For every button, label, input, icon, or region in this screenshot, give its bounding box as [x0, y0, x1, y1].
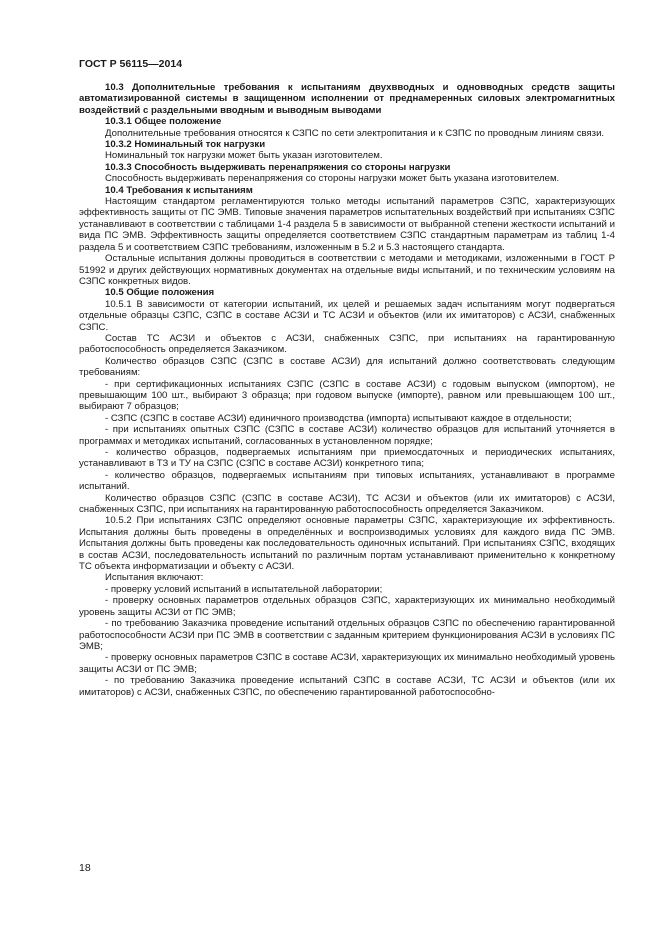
paragraph: Дополнительные требования относятся к СЗПС по сети электропитания и к СЗПС по проводным линиям связи. — [105, 127, 605, 139]
document-body — [79, 82, 615, 698]
list-item: - проверку основных параметров СЗПС в составе АСЗИ, характеризующих их минимально необходимый уровень защиты АСЗИ от ПС ЭМВ; — [79, 652, 615, 675]
list-item: - проверку основных параметров отдельных образцов СЗПС, характеризующих их минимально необходимый уровень защиты АСЗИ от ПС ЭМВ; — [79, 595, 615, 618]
list-item: - проверку условий испытаний в испытательной лаборатории; — [105, 583, 383, 595]
section-heading: 10.5 Общие положения — [105, 287, 215, 299]
paragraph: Номинальный ток нагрузки может быть указан изготовителем. — [105, 150, 383, 162]
section-heading: 10.3.3 Способность выдерживать перенапряжения со стороны нагрузки — [105, 161, 451, 173]
list-item: - количество образцов, подвергаемых испытаниям при типовых испытаниях, устанавливают в программе испытаний. — [79, 469, 615, 493]
list-item: - количество образцов, подвергаемых испытаниям при приемосдаточных и периодических испытаниях, устанавливают в ТЗ и ТУ на СЗПС (СЗПС в составе АСЗИ) конкретного типа; — [79, 447, 615, 470]
document-header: ГОСТ Р 56115—2014 — [79, 58, 183, 70]
list-item: - при испытаниях опытных СЗПС (СЗПС в составе АСЗИ) количество образцов для испытаний уточняется в программах и методиках испытаний, согласованных в установленном порядке; — [79, 424, 615, 447]
section-heading: 10.3.1 Общее положение — [105, 116, 222, 128]
section-heading: 10.4 Требования к испытаниям — [105, 184, 253, 196]
list-item: - по требованию Заказчика проведение испытаний СЗПС в составе АСЗИ, ТС АСЗИ и объектов (или их имитаторов) с АСЗИ, снабженных СЗПС, по обеспечению гарантированной работоспособно- — [79, 675, 615, 698]
paragraph: 10.5.2 При испытаниях СЗПС определяют основные параметры СЗПС, характеризующие их эффективность. Испытания должны быть проведены в определённых и воспроизводимых условиях для каждого вида ПС ЭМВ. Испытания должны быть проведены как последовательность одиночных испытаний. При испытаниях СЗПС, входящих в состав АСЗИ, последовательность испытаний по различным портам устанавливают применительно к конкретному ТС объекта информатизации и объекту с АСЗИ. — [79, 515, 615, 573]
paragraph: Испытания включают: — [105, 572, 204, 584]
paragraph: 10.5.1 В зависимости от категории испытаний, их целей и решаемых задач испытаниям могут подвергаться отдельные образцы СЗПС, СЗПС в составе АСЗИ и ТС АСЗИ и объектов (или их имитаторов) с АСЗИ, снабженных СЗПС. — [79, 298, 615, 333]
section-heading: 10.3.2 Номинальный ток нагрузки — [105, 139, 266, 151]
section-heading: 10.3 Дополнительные требования к испытаниям двухвводных и одновводных средств защиты автоматизированной системы в защищенном исполнении от преднамеренных силовых электромагнитных воздействий с раздельными вводным и выводным выводами — [79, 82, 615, 116]
paragraph: Количество образцов СЗПС (СЗПС в составе АСЗИ), ТС АСЗИ и объектов (или их имитаторов) с АСЗИ, снабженных СЗПС, при испытаниях на гарантированную работоспособность определяется Заказчиком. — [79, 492, 615, 516]
list-item: - по требованию Заказчика проведение испытаний отдельных образцов СЗПС по обеспечению гарантированной работоспособности АСЗИ при ПС ЭМВ в соответствии с заданным критерием функционирования АСЗИ в условиях ПС ЭМВ; — [79, 618, 615, 652]
paragraph: Способность выдерживать перенапряжения со стороны нагрузки может быть указана изготовителем. — [105, 173, 560, 185]
paragraph: Количество образцов СЗПС (СЗПС в составе АСЗИ) для испытаний должно соответствовать следующим требованиям: — [79, 355, 615, 379]
list-item: - СЗПС (СЗПС в составе АСЗИ) единичного производства (импорта) испытывают каждое в отдельности; — [105, 412, 572, 424]
paragraph: Состав ТС АСЗИ и объектов с АСЗИ, снабженных СЗПС, при испытаниях на гарантированную работоспособность определяется Заказчиком. — [79, 332, 615, 356]
paragraph: Настоящим стандартом регламентируются только методы испытаний параметров СЗПС, характеризующих эффективность защиты от ПС ЭМВ. Типовые значения параметров испытательных воздействий при испытаниях СЗПС устанавливают в соответствии с таблицами 1-4 раздела 5 в зависимости от выбранной степени жесткости испытаний и вида ПС ЭМВ. Эффективность защиты определяется соответствием СЗПС стандартным параметрам из таблиц 1-4 раздела 5 и соответствием СЗПС требованиям, изложенным в 5.2 и 5.3 настоящего стандарта. — [79, 196, 615, 253]
list-item: - при сертификационных испытаниях СЗПС (СЗПС в составе АСЗИ) с годовым выпуском (импортом), не превышающим 100 шт., выбирают 3 образца; при годовом выпуске (импорте), равном или превышающем 100 шт., выбирают 7 образцов; — [79, 378, 615, 413]
paragraph: Остальные испытания должны проводиться в соответствии с методами и методиками, изложенными в ГОСТ Р 51992 и других действующих нормативных документах на отдельные виды испытаний, и по техническим условиям на СЗПС конкретных видов. — [79, 253, 615, 287]
page-number: 18 — [79, 862, 91, 874]
